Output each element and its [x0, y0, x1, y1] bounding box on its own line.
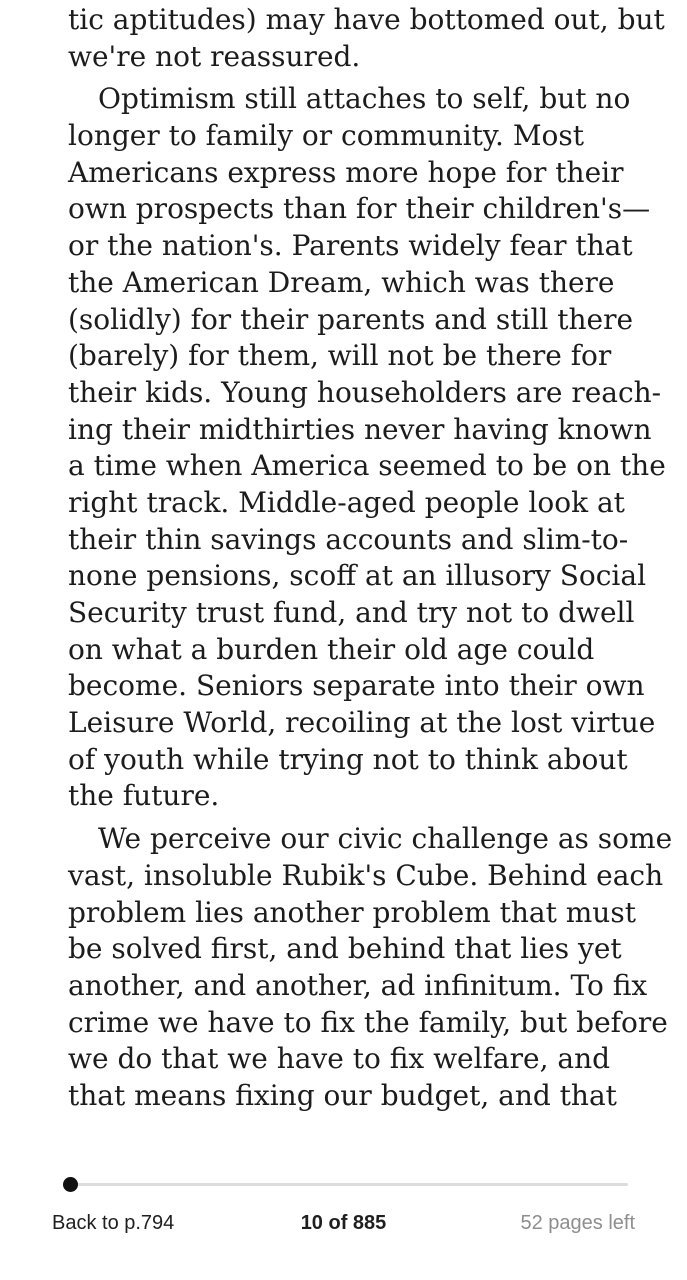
- pages-left-label: 52 pages left: [520, 1212, 635, 1234]
- text-line: we're not reassured.: [68, 39, 361, 73]
- progress-knob[interactable]: [63, 1177, 78, 1192]
- book-page-text: [68, 2, 673, 1115]
- text-line: problem lies another problem that must: [68, 895, 636, 929]
- text-line: another, and another, ad infinitum. To fix: [68, 968, 648, 1002]
- page-count: 10 of 885: [300, 1212, 387, 1234]
- text-line: of youth while trying not to think about: [68, 742, 628, 776]
- text-line: none pensions, scoff at an illusory Social: [68, 559, 647, 593]
- text-line: or the nation's. Parents widely fear that: [68, 229, 633, 263]
- reader-footer: [0, 1212, 687, 1242]
- text-line: their thin savings accounts and slim-to-: [68, 522, 629, 556]
- paragraph-first-line: We perceive our civic challenge as some: [98, 822, 673, 856]
- text-line: become. Seniors separate into their own: [68, 669, 645, 703]
- text-line: on what a burden their old age could: [68, 632, 595, 666]
- text-line: Security trust fund, and try not to dwell: [68, 596, 635, 629]
- text-line: we do that we have to fix welfare, and: [68, 1042, 611, 1076]
- text-line: vast, insoluble Rubik's Cube. Behind each: [68, 858, 664, 892]
- text-line: that means fixing our budget, and that: [68, 1078, 617, 1112]
- text-line: be solved first, and behind that lies yet: [68, 932, 622, 966]
- progress-slider[interactable]: [64, 1183, 628, 1186]
- text-line: longer to family or community. Most: [68, 119, 584, 153]
- text-line: ing their midthirties never having known: [68, 412, 652, 446]
- text-line: tic aptitudes) may have bottomed out, but: [68, 3, 665, 36]
- text-line: (barely) for them, will not be there for: [68, 339, 612, 373]
- text-line: Leisure World, recoiling at the lost virtue: [68, 706, 656, 740]
- text-line: the future.: [68, 779, 220, 813]
- text-line: own prospects than for their children's—: [68, 192, 651, 226]
- text-line: crime we have to fix the family, but before: [68, 1005, 668, 1039]
- text-line: their kids. Young householders are reach-: [68, 375, 662, 409]
- text-line: right track. Middle-aged people look at: [68, 485, 625, 519]
- back-to-page-button[interactable]: Back to p.794: [52, 1212, 175, 1234]
- text-line: the American Dream, which was there: [68, 265, 615, 299]
- paragraph-first-line: Optimism still attaches to self, but no: [98, 82, 631, 116]
- text-line: Americans express more hope for their: [68, 155, 624, 189]
- text-line: a time when America seemed to be on the: [68, 449, 666, 483]
- text-line: (solidly) for their parents and still there: [68, 302, 634, 336]
